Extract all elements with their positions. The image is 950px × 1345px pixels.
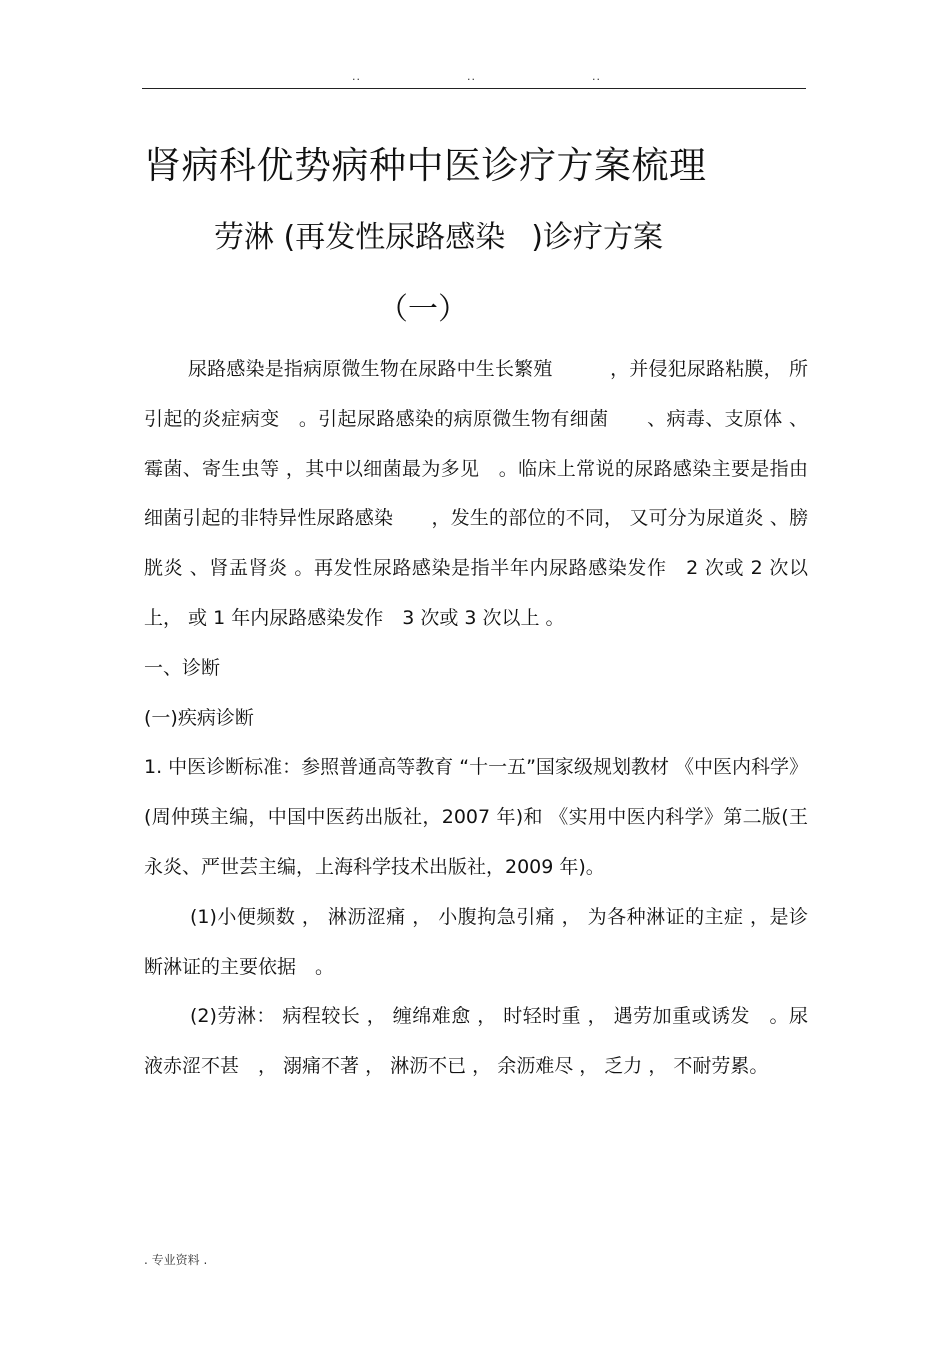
intro-paragraph: 尿路感染是指病原微生物在尿路中生长繁殖 ，并侵犯尿路粘膜， 所引起的炎症病变 。引起尿路感染的病原微生物有细菌 、病毒、支原体 、霉菌、寄生虫等 ，其中以细菌最为多见 。临床上常说的尿路感染主要是指由细菌引起的非特异性尿路感染 ，发生的部位的不同， 又可分为尿道炎 、膀胱炎 、肾盂肾炎 。再发性尿路感染是指半年内尿路感染发作 2 次或 2 次以上， 或 1 年内尿路感染发作 3 次或 3 次以上 。 bbox=[144, 358, 808, 629]
header-dots-1: .. bbox=[352, 70, 361, 83]
tcm-standard-paragraph: 1. 中医诊断标准：参照普通高等教育 “十一五”国家级规划教材 《中医内科学》(周仲瑛主编，中国中医药出版社，2007 年)和 《实用中医内科学》第二版(王永炎、严世芸主编，上海科学技术出版社，2009 年)。 bbox=[144, 756, 808, 878]
header-rule bbox=[142, 88, 806, 89]
subtitle-part-b: )诊疗方案 bbox=[531, 220, 663, 255]
criterion-2-paragraph: (2)劳淋： 病程较长 ， 缠绵难愈 ， 时轻时重 ， 遇劳加重或诱发 。尿液赤涩不甚 ， 溺痛不著 ， 淋沥不已 ， 余沥难尽 ， 乏力 ， 不耐劳累。 bbox=[144, 1005, 808, 1078]
header-dots-2: .. bbox=[467, 70, 476, 83]
document-title: 肾病科优势病种中医诊疗方案梳理 bbox=[144, 144, 707, 187]
section-heading-diagnosis: 一、诊断 bbox=[144, 656, 221, 679]
part-heading-text: （一） bbox=[378, 292, 468, 327]
criterion-1-paragraph: (1)小便频数 ， 淋沥涩痛 ， 小腹拘急引痛 ， 为各种淋证的主症 ，是诊断淋证的主要依据 。 bbox=[144, 905, 808, 978]
page-footer: . 专业资料 . bbox=[144, 1253, 208, 1267]
part-heading bbox=[0, 288, 950, 332]
header-dots-3: .. bbox=[592, 70, 601, 83]
page-header-dots bbox=[0, 70, 950, 84]
subtitle-part-a: 劳淋 (再发性尿路感染 bbox=[214, 220, 506, 255]
document-subtitle bbox=[214, 216, 663, 260]
document-body bbox=[144, 345, 808, 1092]
subsection-heading-disease-diagnosis: (一)疾病诊断 bbox=[144, 706, 254, 729]
